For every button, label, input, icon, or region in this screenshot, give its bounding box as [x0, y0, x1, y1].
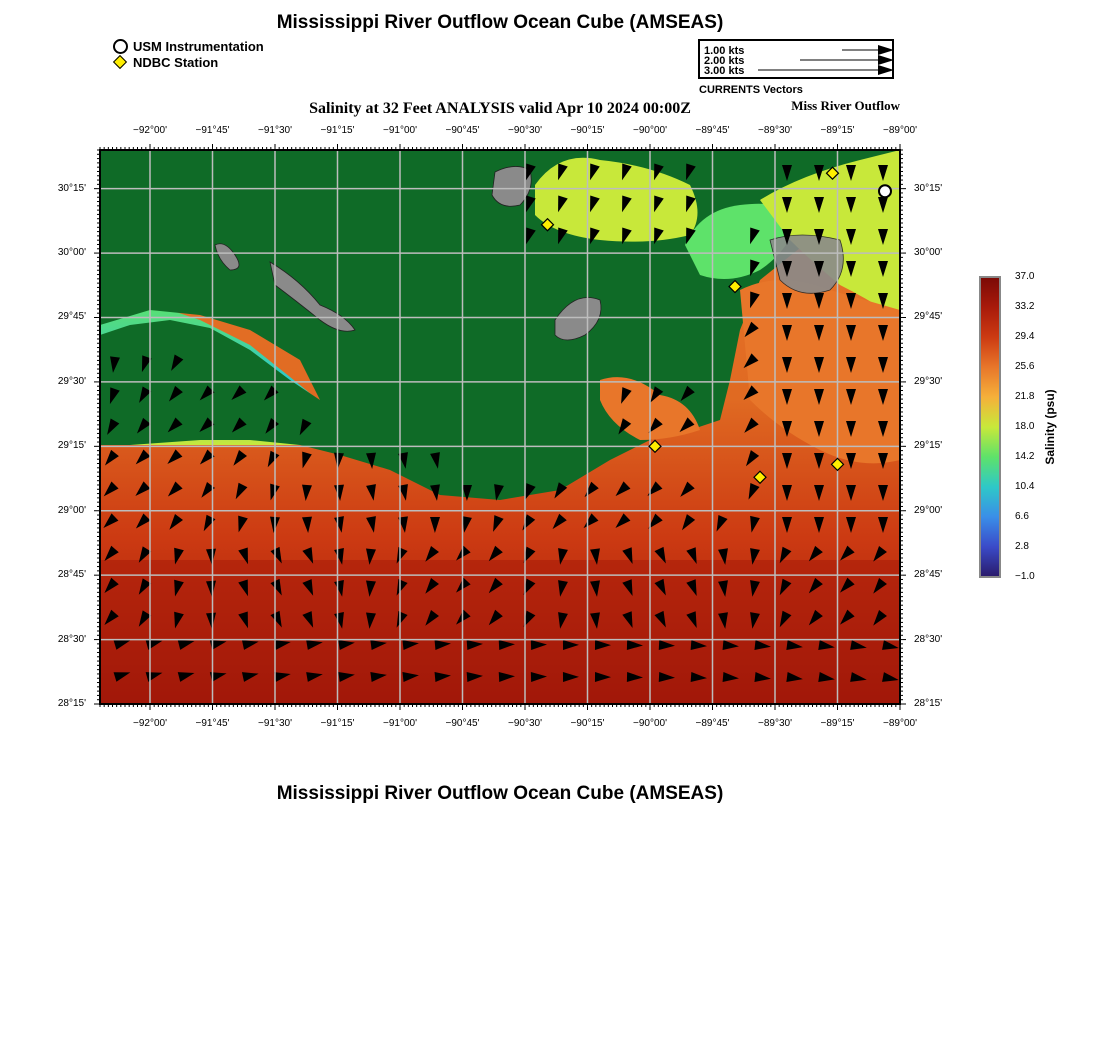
lat-label: 30°00' — [914, 247, 943, 259]
lat-label: 28°30' — [57, 633, 86, 645]
lat-label: 30°00' — [57, 247, 86, 259]
colorbar-title: Salinity (psu) — [1043, 389, 1057, 465]
usm-station-marker[interactable] — [879, 185, 891, 197]
lon-label: −89°00' — [883, 718, 917, 729]
lon-label: −90°15' — [570, 125, 605, 136]
lon-label: −91°00' — [383, 718, 417, 729]
vector-row-1: 1.00 kts — [704, 45, 745, 57]
lon-label: −91°45' — [195, 718, 230, 729]
colorbar-gradient — [980, 277, 1000, 577]
lat-label: 29°30' — [57, 375, 86, 387]
deep-sea-band — [100, 560, 900, 704]
lat-label: 28°45' — [914, 569, 943, 581]
vector-caption: CURRENTS Vectors — [699, 84, 803, 96]
lon-label: −91°15' — [320, 125, 355, 136]
lat-label: 28°15' — [914, 698, 943, 709]
colorbar-tick-label: 37.0 — [1015, 271, 1035, 282]
lon-label: −90°15' — [570, 718, 605, 729]
lon-label: −89°15' — [820, 718, 855, 729]
lat-label: 30°15' — [914, 182, 943, 194]
colorbar-tick-label: 29.4 — [1015, 331, 1035, 342]
lon-label: −92°00' — [133, 718, 167, 729]
lat-label: 29°00' — [57, 504, 86, 516]
lon-label: −90°00' — [633, 125, 667, 136]
lat-label: 29°45' — [57, 311, 86, 323]
map-subtitle: Miss River Outflow — [791, 98, 900, 113]
colorbar-tick-label: 25.6 — [1015, 361, 1035, 372]
salinity-colorbar — [978, 276, 1002, 578]
lon-label: −90°45' — [445, 718, 480, 729]
lat-label: 29°00' — [914, 504, 943, 516]
colorbar-tick-label: 10.4 — [1015, 481, 1035, 492]
lon-label: −91°30' — [258, 125, 292, 136]
lon-label: −89°00' — [883, 125, 917, 136]
colorbar-tick-label: 18.0 — [1015, 421, 1035, 432]
colorbar-tick-label: 6.6 — [1015, 511, 1029, 522]
lat-label: 30°15' — [57, 182, 86, 194]
lon-label: −91°15' — [320, 718, 355, 729]
map-title: Salinity at 32 Feet ANALYSIS valid Apr 10 2024 00:00Z — [309, 100, 691, 117]
lon-label: −89°15' — [820, 125, 855, 136]
legend-ndbc-label: NDBC Station — [133, 54, 219, 70]
vector-row-3: 3.00 kts — [704, 65, 745, 77]
lat-label: 28°30' — [914, 633, 943, 645]
lon-label: −90°30' — [508, 718, 542, 729]
lon-label: −89°30' — [758, 125, 792, 136]
page-title-top: Mississippi River Outflow Ocean Cube (AMSEAS) — [276, 12, 724, 33]
vector-row-2: 2.00 kts — [704, 55, 745, 67]
lon-label: −92°00' — [133, 125, 167, 136]
colorbar-tick-label: 33.2 — [1015, 301, 1035, 312]
lat-label: 29°45' — [914, 311, 943, 323]
colorbar-tick-label: 21.8 — [1015, 391, 1035, 402]
lon-label: −90°00' — [633, 718, 667, 729]
lat-label: 28°45' — [57, 569, 86, 581]
lon-label: −90°45' — [445, 125, 480, 136]
colorbar-tick-label: 14.2 — [1015, 451, 1035, 462]
legend-usm-label: USM Instrumentation — [133, 38, 264, 54]
lon-label: −89°30' — [758, 718, 792, 729]
lat-label: 29°15' — [57, 440, 86, 452]
lat-label: 29°15' — [914, 440, 943, 452]
page-title-bottom: Mississippi River Outflow Ocean Cube (AMSEAS) — [276, 783, 724, 804]
lon-label: −91°45' — [195, 125, 230, 136]
lon-label: −89°45' — [695, 125, 730, 136]
colorbar-tick-label: 2.8 — [1015, 541, 1029, 552]
lat-label: 29°30' — [914, 375, 943, 387]
lon-label: −91°30' — [258, 718, 292, 729]
lon-label: −89°45' — [695, 718, 730, 729]
colorbar-tick-label: −1.0 — [1015, 571, 1035, 582]
lon-label: −91°00' — [383, 125, 417, 136]
lat-label: 28°15' — [57, 698, 86, 709]
lon-label: −90°30' — [508, 125, 542, 136]
